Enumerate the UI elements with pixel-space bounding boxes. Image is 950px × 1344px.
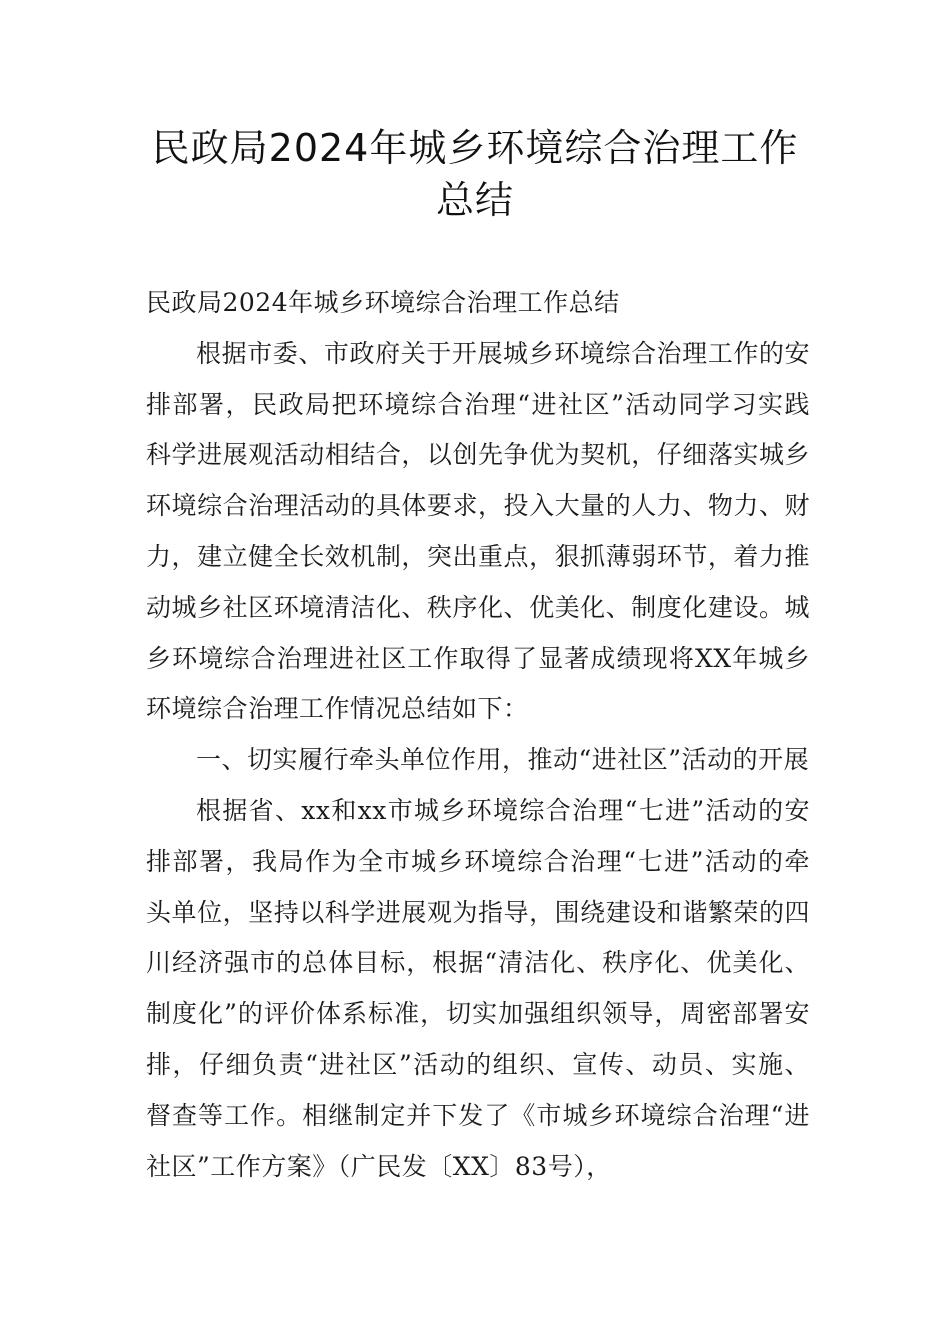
title-line-2: 总结 (435, 178, 514, 222)
document-body (146, 278, 810, 1192)
document-title (110, 122, 840, 226)
document-subtitle: 民政局2024年城乡环境综合治理工作总结 (146, 288, 620, 317)
title-line-1: 民政局2024年城乡环境综合治理工作 (151, 126, 799, 170)
paragraph-intro: 根据市委、市政府关于开展城乡环境综合治理工作的安排部署，民政局把环境综合治理“进社区”活动同学习实践科学进展观活动相结合，以创先争优为契机，仔细落实城乡环境综合治理活动的具体要求，投入大量的人力、物力、财力，建立健全长效机制，突出重点，狠抓薄弱环节，着力推动城乡社区环境清洁化、秩序化、优美化、制度化建设。城乡环境综合治理进社区工作取得了显著成绩现将XX年城乡环境综合治理工作情况总结如下： (146, 338, 810, 724)
section-heading-1: 一、切实履行牵头单位作用，推动“进社区”活动的开展 (196, 745, 810, 775)
paragraph-section-1: 根据省、xx和xx市城乡环境综合治理“七进”活动的安排部署，我局作为全市城乡环境综合治理“七进”活动的牵头单位，坚持以科学进展观为指导，围绕建设和谐繁荣的四川经济强市的总体目标，根据“清洁化、秩序化、优美化、制度化”的评价体系标准，切实加强组织领导，周密部署安排，仔细负责“进社区”活动的组织、宣传、动员、实施、督查等工作。相继制定并下发了《市城乡环境综合治理“进社区”工作方案》（广民发〔XX〕83号）， (146, 795, 810, 1181)
